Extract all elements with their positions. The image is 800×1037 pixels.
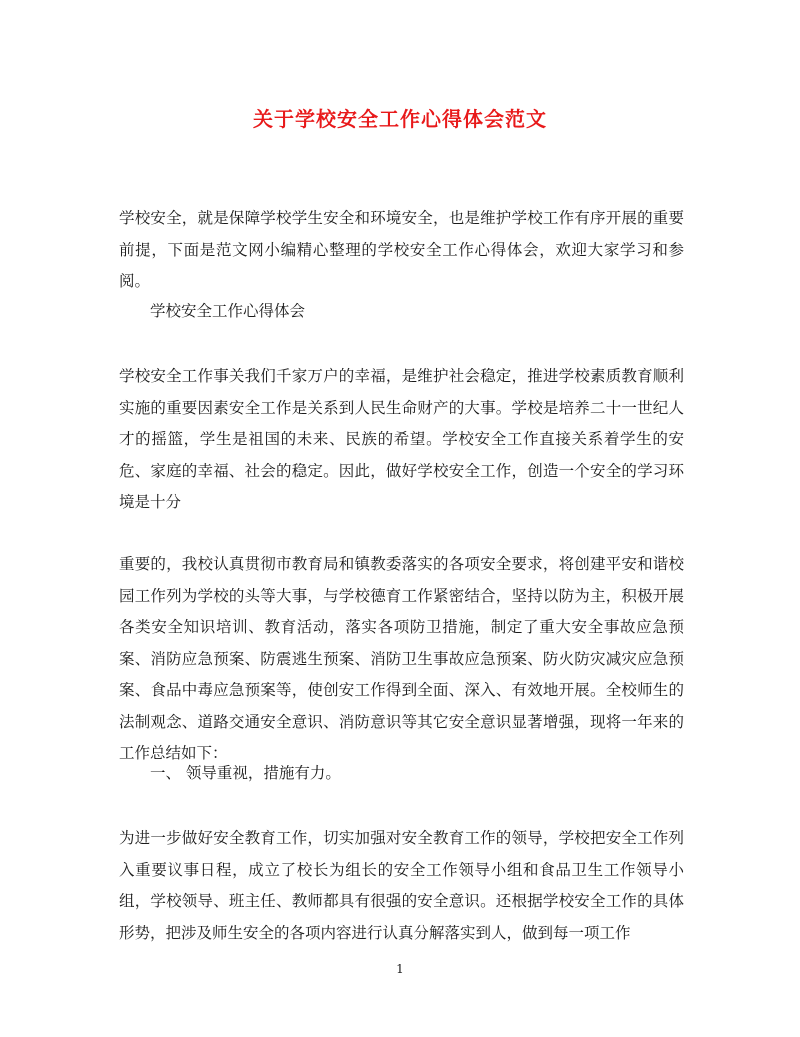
intro-text: 学校安全，就是保障学校学生安全和环境安全，也是维护学校工作有序开展的重要前提，下面是范文网小编精心整理的学校安全工作心得体会，欢迎大家学习和参阅。 (119, 209, 684, 290)
subtitle-block (119, 296, 684, 328)
document-subtitle: 学校安全工作心得体会 (150, 302, 306, 320)
body-paragraph-3 (119, 823, 684, 949)
body-paragraph-1 (119, 361, 684, 519)
intro-paragraph (119, 203, 684, 298)
body-paragraph-2 (119, 549, 684, 770)
paragraph-2-text: 重要的，我校认真贯彻市教育局和镇教委落实的各项安全要求，将创建平安和谐校园工作列为学校的头等大事，与学校德育工作紧密结合，坚持以防为主，积极开展各类安全知识培训、教育活动，落实各项防卫措施，制定了重大安全事故应急预案、消防应急预案、防震逃生预案、消防卫生事故应急预案、防火防灾减灾应急预案、食品中毒应急预案等，使创安工作得到全面、深入、有效地开展。全校师生的法制观念、道路交通安全意识、消防意识等其它安全意识显著增强，现将一年来的工作总结如下： (119, 555, 684, 762)
paragraph-1-text: 学校安全工作事关我们千家万户的幸福，是维护社会稳定，推进学校素质教育顺利实施的重要因素安全工作是关系到人民生命财产的大事。学校是培养二十一世纪人才的摇篮，学生是祖国的未来、民族的希望。学校安全工作直接关系着学生的安危、家庭的幸福、社会的稳定。因此，做好学校安全工作，创造一个安全的学习环境是十分 (119, 367, 684, 511)
section-heading: 一、 领导重视，措施有力。 (150, 764, 341, 782)
section-heading-block (119, 758, 684, 790)
paragraph-3-text: 为进一步做好安全教育工作，切实加强对安全教育工作的领导，学校把安全工作列入重要议事日程，成立了校长为组长的安全工作领导小组和食品卫生工作领导小组，学校领导、班主任、教师都具有很强的安全意识。还根据学校安全工作的具体形势，把涉及师生安全的各项内容进行认真分解落实到人，做到每一项工作 (119, 829, 684, 942)
document-title: 关于学校安全工作心得体会范文 (253, 107, 547, 131)
page-number: 1 (396, 962, 404, 976)
